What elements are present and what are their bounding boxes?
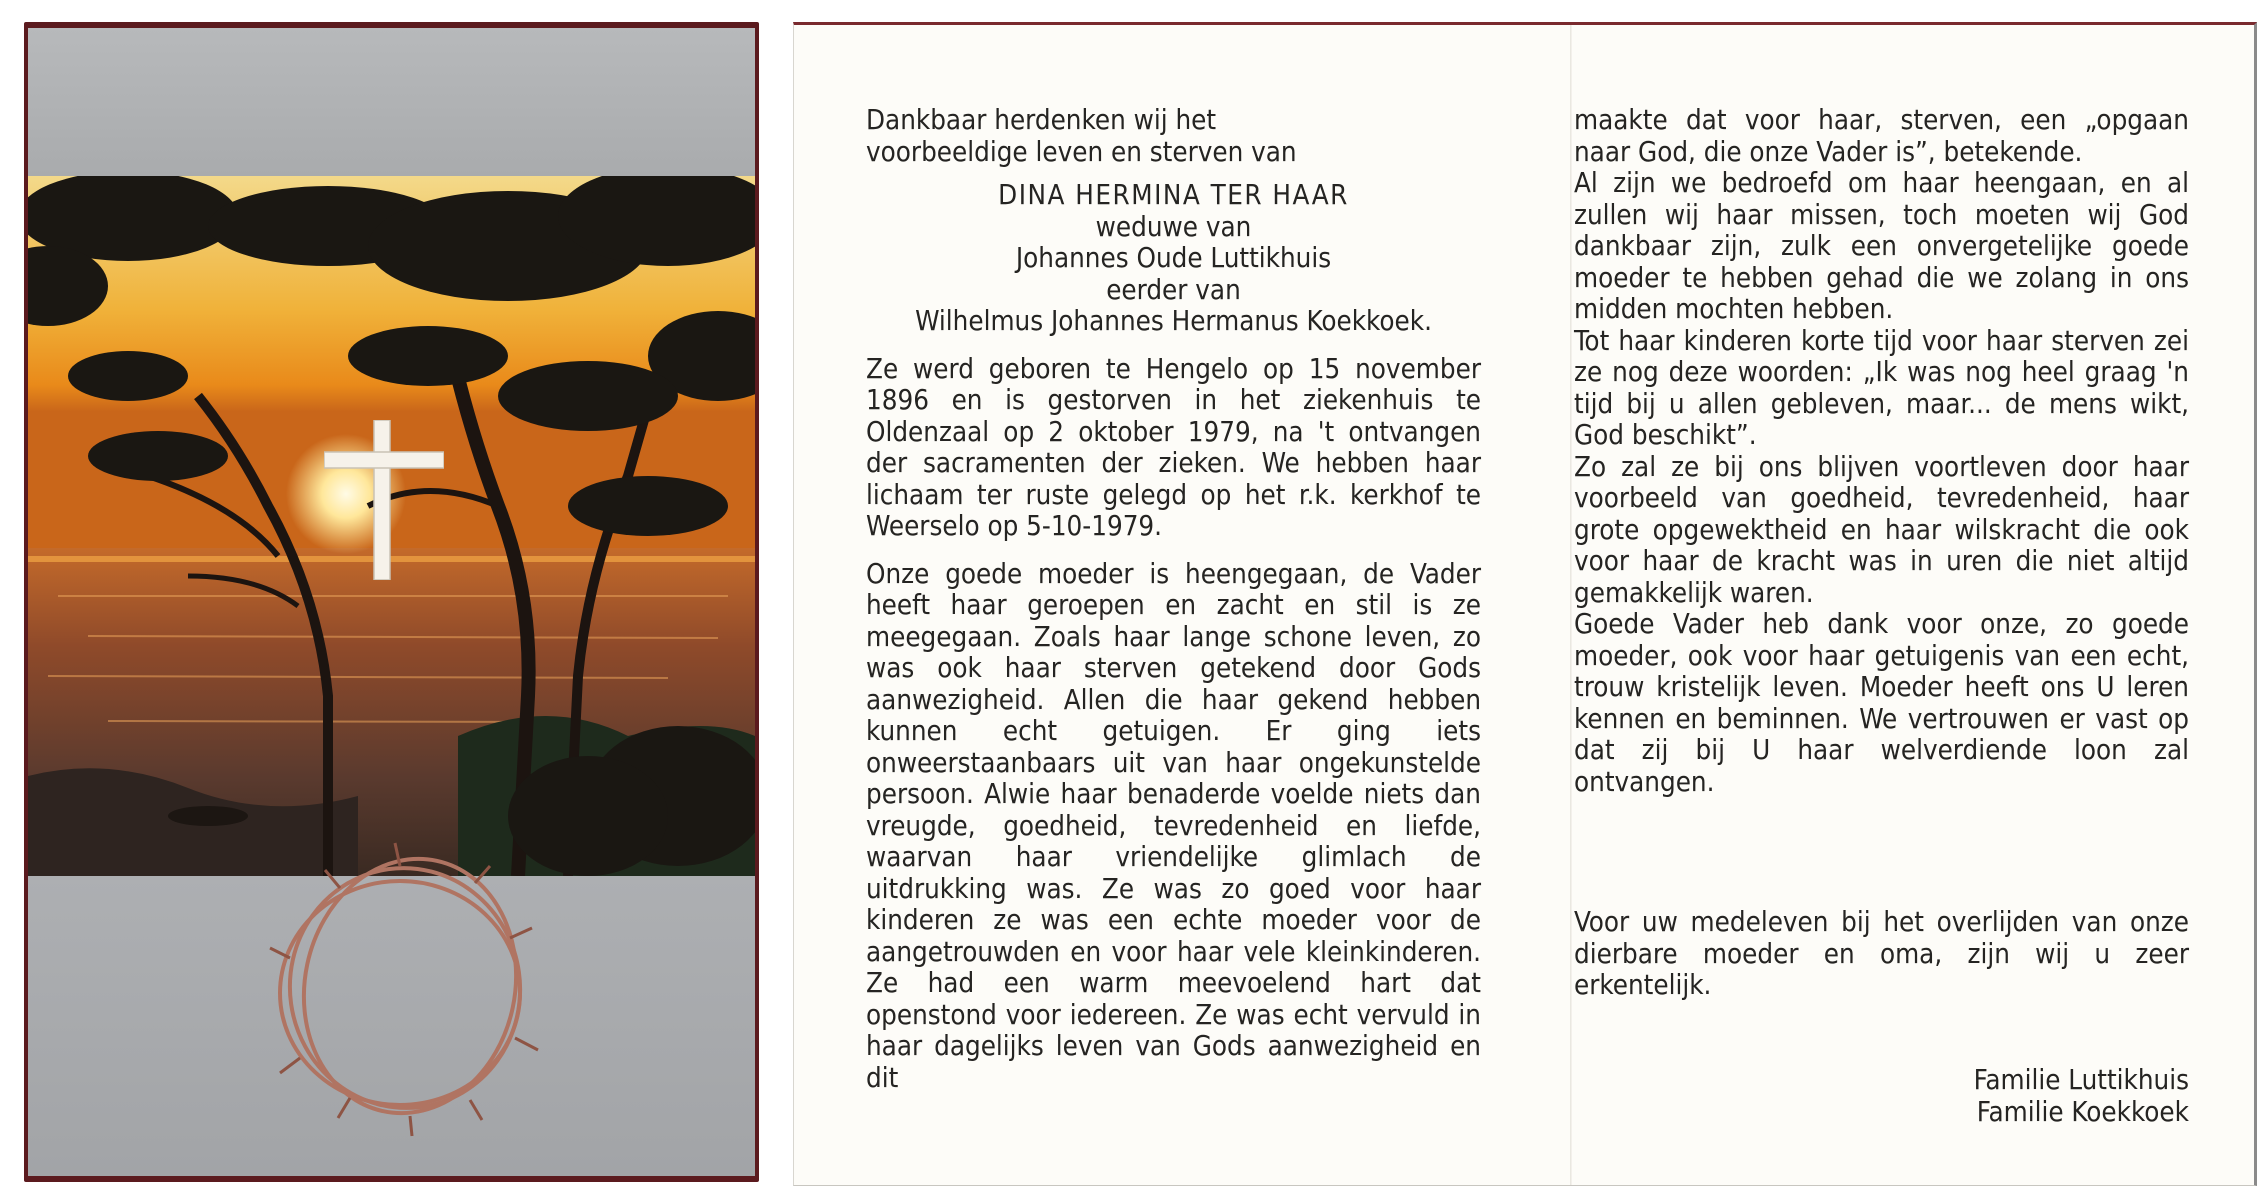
first-spouse-name: Wilhelmus Johannes Hermanus Koekkoek. [915,305,1432,337]
memorial-card-front [24,22,759,1182]
signature-koekkoek: Familie Koekkoek [1976,1095,2189,1128]
signature-luttikhuis: Familie Luttikhuis [1973,1064,2189,1096]
paragraph-1: Onze goede moeder is heengegaan, de Vader heeft haar geroepen en zacht en stil is ze meegegaan. Zoals haar lange schone leven, zo was ook haar sterven getekend door Gods aanwezigheid. Allen die haar gekend hebben kunnen echt getuigen. Er ging iets onweerstaanbaars uit van haar ongekunstelde persoon. Alwie haar benaderde voelde niets dan vreugde, goedheid, tevredenheid en liefde, waarvan haar vriendelijke glimlach de uitdrukking was. Ze was zo goed voor haar kinderen ze was een echte moeder voor de aangetrouwden en voor haar vele kleinkinderen. Ze had een warm meevoelend hart dat openstond voor iedereen. Ze was echt vervuld in haar dagelijks leven van Gods aanwezigheid en dit [866,557,1481,1094]
thanks-text-block [1574,907,2189,1002]
widow-of-label: weduwe van [1095,210,1252,243]
cross-icon [324,420,444,580]
paragraph-4: Zo zal ze bij ons blijven voortleven door haar voorbeeld van goedheid, tevredenheid, haar grote opgewektheid en haar wilskracht die ook voor haar de kracht was in uren die niet altijd gemakkelijk waren. [1574,450,2189,609]
spouse-name: Johannes Oude Luttikhuis [1015,242,1332,274]
text-column-left [866,105,1481,1094]
thanks-text: Voor uw medeleven bij het overlijden van onze dierbare moeder en oma, zijn wij u zeer erkentelijk. [1574,906,2189,1001]
memorial-card-text [793,22,2257,1186]
paragraph-5: Goede Vader heb dank voor onze, zo goede moeder, ook voor haar getuigenis van een echt, trouw kristelijk leven. Moeder heeft ons U leren kennen en beminnen. We vertrouwen er vast op dat zij bij U haar welverdiende loon zal ontvangen. [1574,608,2189,798]
deceased-name: DINA HERMINA TER HAAR [998,179,1349,211]
earlier-label: eerder van [1106,273,1241,306]
paragraph-1-continued: maakte dat voor haar, sterven, een „opgaan naar God, die onze Vader is”, betekende. [1574,104,2189,168]
gray-top-panel [28,28,755,176]
signature-block [1574,1065,2189,1128]
text-column-right [1574,105,2189,798]
card-fold [1570,25,1572,1185]
paragraph-3: Tot haar kinderen korte tijd voor haar sterven zei ze nog deze woorden: „Ik was nog heel graag 'n tijd bij u allen gebleven, maar... de mens wikt, God beschikt”. [1574,324,2189,451]
paragraph-2: Al zijn we bedroefd om haar heengaan, en al zullen wij haar missen, toch moeten wij God dankbaar zijn, zulk een onvergetelijke goede moeder te hebben gehad die we zolang in ons midden mochten hebben. [1574,167,2189,325]
crown-of-thorns-icon [260,838,550,1138]
biography-text: Ze werd geboren te Hengelo op 15 november 1896 en is gestorven in het ziekenhuis te Oldenzaal op 2 oktober 1979, na 't ontvangen der sacramenten der zieken. We hebben haar lichaam ter ruste gelegd op het r.k. kerkhof te Weerselo op 5-10-1979. [866,352,1481,542]
intro-text: Dankbaar herdenken wij het voorbeeldige leven en sterven van [866,104,1297,168]
